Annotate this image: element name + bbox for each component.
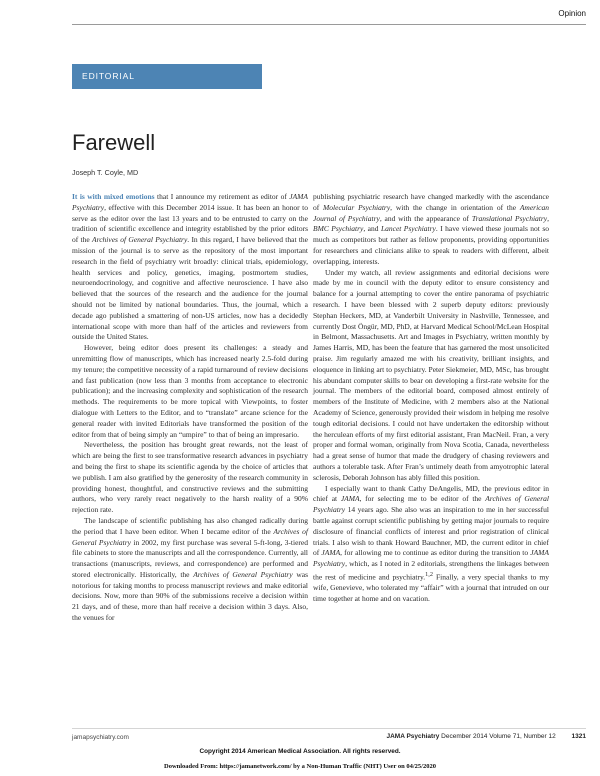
paragraph: I especially want to thank Cathy DeAngelis, MD, the previous editor in chief at JAMA, for selecting me to be editor of the Archives of General Psychiatry 14 years ago. She also was an inspiration to me in her successful battle against corrupt scientific publishing by getting major journals to require disclosure of financial conflicts of interest and prior registration of clinical trials. I also wish to thank Howard Bauchner, MD, the current editor in chief of JAMA, for allowing me to continue as editor during the transition to JAMA Psychiatry, which, as I noted in 2 editorials, strengthens the linkages between the rest of medicine and psychiatry.$^{1,2}$ Finally, a very special thanks to my wife, Genevieve, who tolerated my “affair” with a journal that intruded on our time together at home and on vacation. [313, 483, 550, 603]
article-title: Farewell [72, 130, 156, 155]
footer-rule [72, 728, 586, 729]
paragraph: Nevertheless, the position has brought great rewards, not the least of which are being the first to see transformative research advances in psychiatry and being the first to shape its scientific agenda by the choice of articles that we publish. I am also gratified by the generosity of the research community in providing honest, thoughtful, and constructive reviews and the submitting authors, who very rarely react negatively to the harsh reality of a 90% rejection rate. [72, 440, 308, 515]
section-tag: EDITORIAL [82, 71, 135, 81]
copyright-notice: Copyright 2014 American Medical Association. All rights reserved. [199, 748, 401, 755]
download-notice: Downloaded From: https://jamanetwork.com/ by a Non-Human Traffic (NHT) User on 04/25/2020 [164, 763, 436, 770]
left-column [72, 192, 308, 624]
header-rule [72, 24, 586, 25]
lead-in: It is with mixed emotions [72, 192, 155, 201]
section-header: Opinion [558, 9, 586, 18]
article-author: Joseph T. Coyle, MD [72, 168, 139, 177]
right-column [313, 192, 549, 605]
paragraph: However, being editor does present its challenges: a steady and unremitting flow of manuscripts, which has increased nearly 2.5-fold during my tenure; the competitive necessity of a rapid turnaround of review decisions and fast publication (now less than 3 months from acceptance to electronic publication); and the increasing complexity and sophistication of the research methods. The requirements to be more topical with Viewpoints, to foster dialogue with Letters to the Editor, and to “translate” arcane science for the general reader with invited Editorials have transformed the position of the editor from that of being simply an “umpire” to that of being an impresario. [72, 343, 308, 439]
footer-issue: December 2014 Volume 71, Number 12 [441, 733, 556, 740]
footer-website-link[interactable]: jamapsychiatry.com [72, 734, 129, 741]
paragraph: publishing psychiatric research have changed markedly with the ascendance of Molecular Psychiatry, with the change in orientation of the American Journal of Psychiatry, and with the appearance of Translational Psychiatry, BMC Psychiatry, and Lancet Psychiatry. I have viewed these journals not so much as competitors but rather as fellow proponents, providing opportunities for researchers and clinicians alike to speak to readers with different, albeit overlapping, interests. [313, 192, 549, 266]
footer-citation [386, 733, 586, 740]
paragraph: It is with mixed emotions that I announce my retirement as editor of JAMA Psychiatry, effective with this December 2014 issue. It has been an honor to serve as the editor over the last 13 years and to be entrusted to carry on the tradition of scientific excellence and integrity established by the prior editors of the Archives of General Psychiatry. In this regard, I have believed that the mission of the journal is to serve as the repository of the most important research in the field of psychiatry writ broadly: clinical trials, epidemiology, health services and policy, genetics, imaging, postmortem studies, neuroendocrinology, and cognitive and affective neuroscience. I have also believed that the sources of the research and the audience for the journal should not be limited by national boundaries. Thus, the journal, which a decade ago published a smattering of non-US articles, now has a decidedly international scope with more than half of the articles and reviewers from outside the United States. [72, 192, 309, 342]
footer-journal: JAMA Psychiatry [386, 733, 440, 740]
paragraph: Under my watch, all review assignments and editorial decisions were made by me in council with the deputy editor to ensure consistency and balance for a journal attempting to cover the entire panorama of psychiatric research. I have been blessed with 2 superb deputy editors: previously Stephan Heckers, MD, at Vanderbilt University in Nashville, Tennessee, and currently Dost Öngür, MD, PhD, at Harvard Medical School/McLean Hospital in Belmont, Massachusetts. Art and Images in Psychiatry, written monthly by James Harris, MD, has been the feature that has garnered the most unsolicited praise. Jim regularly amazed me with his creativity, brilliant insights, and eloquence in linking art to psychiatry. Peter Siekmeier, MD, MSc, has brought his abundant computer skills to bear on developing a first-rate website for the journal. The members of the editorial board, composed almost entirely of members of the Institute of Medicine, with 2 members also at the National Academy of Science, generously provided their wisdom in helping me resolve tough editorial decisions. I could not have undertaken the editorship without the herculean efforts of my first editorial assistant, Fran MacNeil. Fran, a very proper and formal woman, originally from Nova Scotia, Canada, nevertheless had a great sense of humor that made the drudgery of chasing reviewers and authors a tolerable task. After Fran’s untimely death from amyotrophic lateral sclerosis, Deborah Johnson has ably filled this position. [313, 267, 549, 482]
reference-superscript[interactable]: 1,2 [425, 570, 433, 578]
page-number: 1321 [571, 733, 586, 740]
paragraph: The landscape of scientific publishing has also changed radically during the period that I have been editor. When I became editor of the Archives of General Psychiatry in 2002, my first purchase was several 5-ft-long, 3-tiered file cabinets to store the manuscripts and all the correspondence. Currently, all transactions (manuscripts, reviews, and correspondence) are performed and stored electronically. Historically, the Archives of General Psychiatry was notorious for taking months to process manuscript reviews and make editorial decisions. Now, more than 90% of the submissions receive a decision within 21 days, and of these, more than half receive a decision within 3 days. Also, the venues for [72, 515, 308, 623]
section-band [72, 64, 262, 89]
